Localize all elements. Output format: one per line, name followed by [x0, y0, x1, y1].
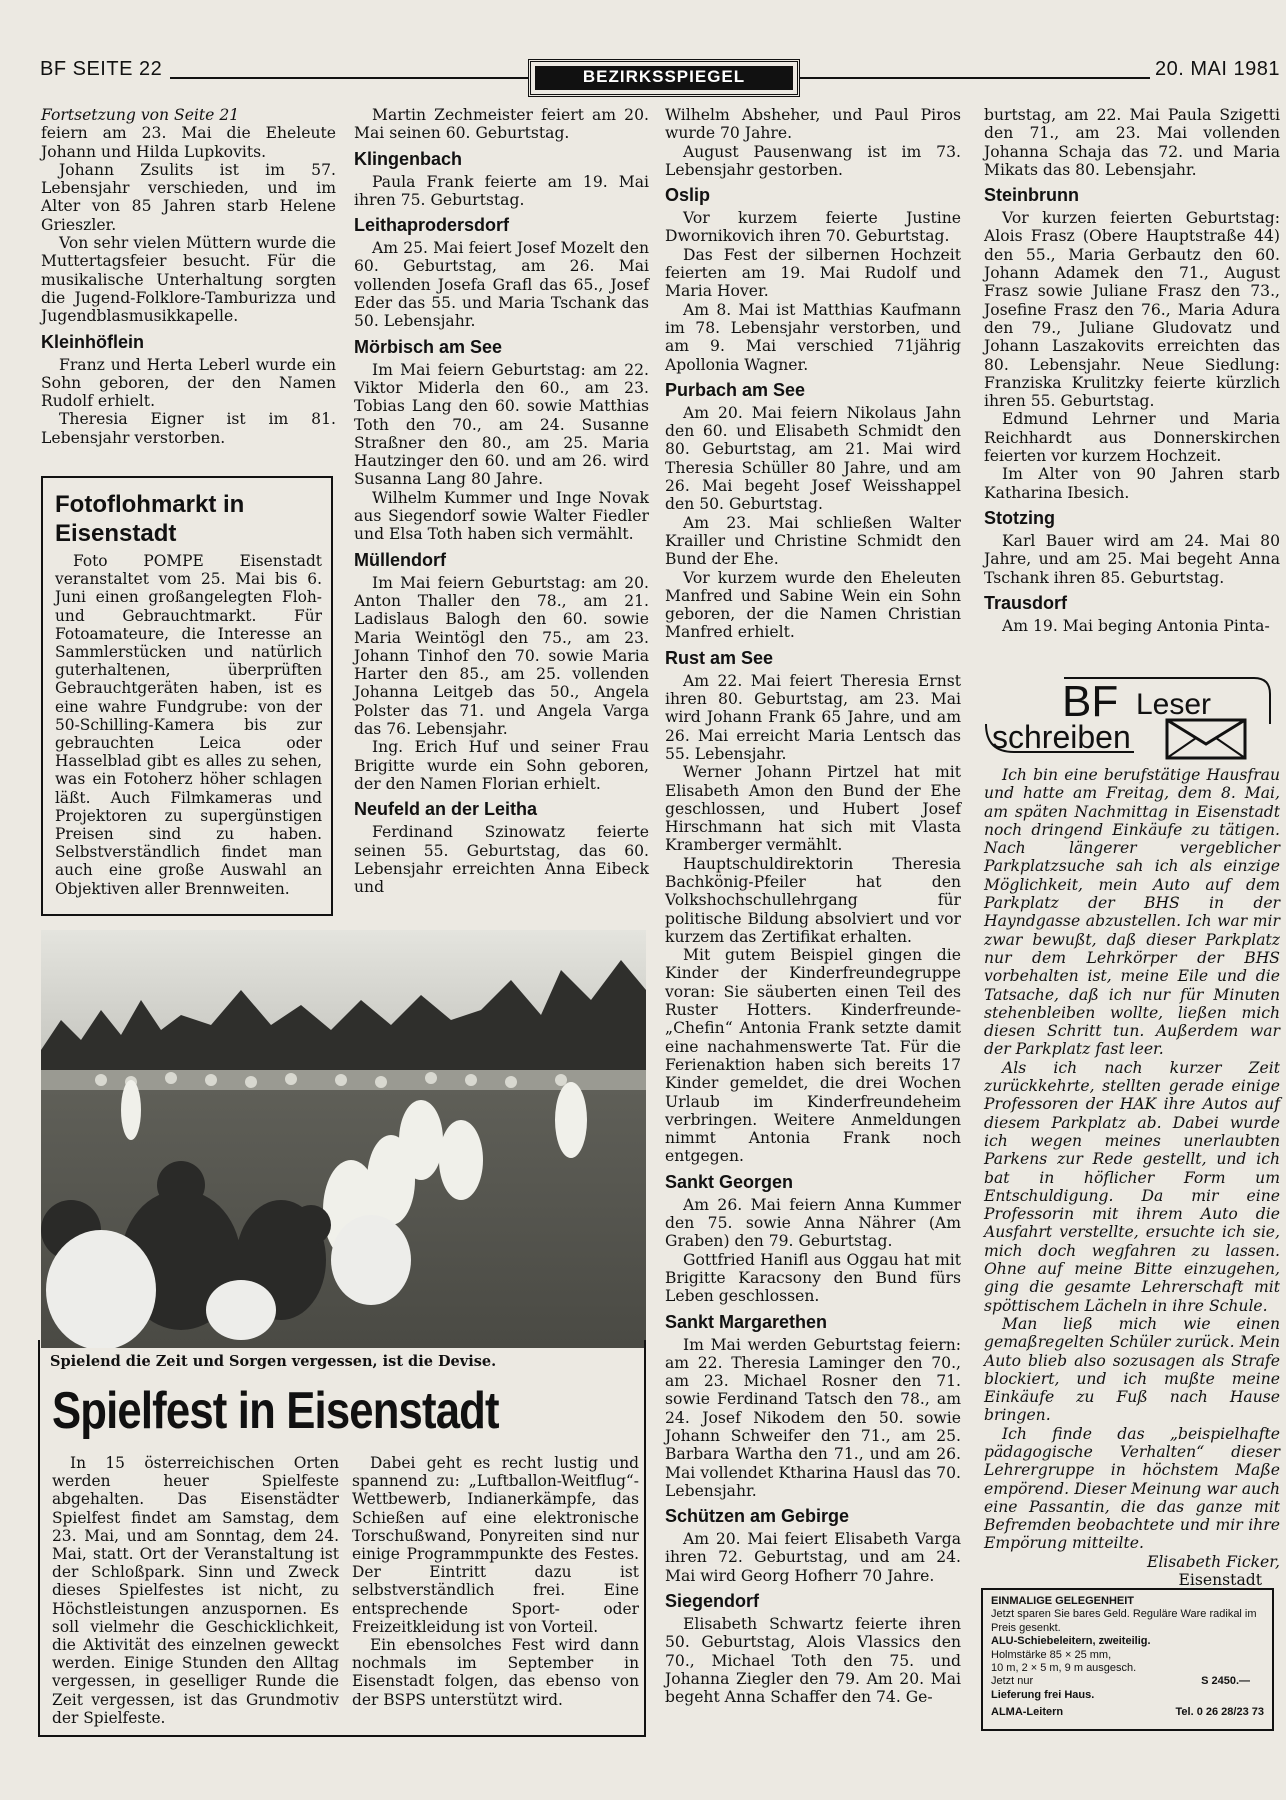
ad-title: EINMALIGE GELEGENHEIT	[991, 1595, 1135, 1607]
paragraph: Theresia Eigner ist im 81. Lebensjahr verstorben.	[41, 410, 336, 447]
paragraph: Mit gutem Beispiel gingen die Kinder der Kinderfreundegruppe voran: Sie säuberten einen Teil des Ruster Hotters. Kinderfreunde-„Chefin“ Antonia Frank setzte damit eine nachahmenswerte Tat. Für die Ferienaktion haben sich bereits 17 Kinder gemeldet, die drei Wochen Urlaub im Kinderfreundeheim verbringen. Weitere Anmeldungen nimmt Antonia Frank noch entgegen.	[665, 946, 961, 1166]
paragraph: Am 25. Mai feiert Josef Mozelt den 60. Geburtstag, am 26. Mai vollenden Josefa Grafl das 65., Josef Eder das 55. und Maria Tschank das 50. Lebensjahr.	[354, 239, 649, 331]
section-heading: Kleinhöflein	[41, 331, 144, 352]
paragraph: Am 19. Mai beging Antonia Pinta-	[1002, 616, 1270, 635]
section-heading: Purbach am See	[665, 379, 806, 400]
section-heading: Schützen am Gebirge	[665, 1506, 850, 1527]
reader-letter	[984, 766, 1280, 1589]
ad-line: Jetzt nur	[991, 1675, 1034, 1688]
paragraph: burtstag, am 22. Mai Paula Szigetti den 71., am 23. Mai vollenden Johanna Schaja das 72. und Maria Mikats das 80. Lebensjahr.	[984, 106, 1280, 179]
advertisement	[981, 1588, 1274, 1731]
paragraph: Wilhelm Absheher, und Paul Piros wurde 70 Jahre.	[665, 106, 961, 143]
paragraph: Im Mai werden Geburtstag feiern: am 22. Theresia Laminger den 70., am 23. Michael Rosner den 71. sowie Ferdinand Tatsch den 78., am 24. Josef Nikodem den 50. sowie Johann Schweifer den 71., am 25. Barbara Wartha den 71., und am 26. Mai vollendet Ktharina Hausl das 70. Lebensjahr.	[665, 1335, 961, 1500]
ad-phone: Tel. 0 26 28/23 73	[1175, 1706, 1264, 1719]
page-date: 20. MAI 1981	[1155, 58, 1280, 80]
paragraph: Am 22. Mai feiert Theresia Ernst ihren 80. Geburtstag, am 23. Mai wird Johann Frank 65 Jahre, und am 26. Mai erreicht Maria Lentsch das 55. Lebensjahr.	[665, 671, 961, 763]
continued-note: Fortsetzung von Seite 21	[41, 106, 240, 124]
paragraph: Franz und Herta Leberl wurde ein Sohn geboren, der den Namen Rudolf erhielt.	[41, 355, 336, 411]
paragraph: Hauptschuldirektorin Theresia Bachkönig-Pfeiler hat den Volkshochschullehrgang für politische Bildung absolviert und vor kurzem das Zertifikat erhalten.	[665, 854, 961, 946]
logo-bf: BF	[1062, 677, 1119, 726]
section-heading: Steinbrunn	[984, 185, 1079, 206]
paragraph: Das Fest der silbernen Hochzeit feierten am 19. Mai Rudolf und Maria Hover.	[665, 245, 961, 301]
column-1	[41, 106, 336, 447]
ad-line: Holmstärke 85 × 25 mm,	[991, 1648, 1112, 1661]
paragraph: Elisabeth Schwartz feierte ihren 50. Geburtstag, Alois Vlassics den 70., Michael Toth den 75. und Johanna Ziegler den 79. Am 20. Mai begeht Anna Schaffer den 74. Ge-	[665, 1615, 961, 1707]
section-heading: Müllendorf	[354, 549, 446, 570]
paragraph: Am 8. Mai ist Matthias Kaufmann im 78. Lebensjahr verstorben, und am 9. Mai verschied 71jährig Apollonia Wagner.	[665, 300, 961, 374]
paragraph: Im Mai feiern Geburtstag: am 20. Anton Thaller den 78., am 21. Ladislaus Balogh den 60. sowie Maria Weintögl den 75., am 23. Johann Tinhof den 70. sowie Maria Harter den 85., am 25. vollenden Johanna Leitgeb das 50., Angela Polster das 71. und Angela Varga das 76. Lebensjahr.	[354, 573, 649, 739]
page-number: BF SEITE 22	[40, 58, 163, 80]
ad-line: 10 m, 2 × 5 m, 9 m ausgesch.	[991, 1662, 1137, 1675]
header-rule-right	[800, 77, 1150, 79]
paragraph: Wilhelm Kummer und Inge Novak aus Siegendorf sowie Walter Fiedler und Elsa Toth haben sich vermählt.	[354, 488, 649, 544]
paragraph: Am 20. Mai feiert Elisabeth Varga ihren 72. Geburtstag, und am 24. Mai wird Georg Hofherr 70 Jahre.	[665, 1530, 961, 1585]
column-2	[354, 106, 649, 896]
ad-line: Jetzt sparen Sie bares Geld. Reguläre Ware radikal im Preis gesenkt.	[991, 1608, 1257, 1634]
section-title-box	[528, 59, 800, 97]
section-title: BEZIRKSSPIEGEL	[535, 66, 793, 90]
ad-price: S 2450.—	[1201, 1675, 1250, 1688]
ad-product: ALU-Schiebeleitern, zweiteilig.	[991, 1635, 1151, 1648]
section-heading: Neufeld an der Leitha	[354, 799, 538, 820]
paragraph: Im Alter von 90 Jahren starb Katharina Ibesich.	[984, 465, 1280, 502]
paragraph: Im Mai feiern Geburtstag: am 22. Viktor Miderla den 60., am 23. Tobias Lang den 60. sowie Matthias Toth den 70., am 24. Susanne Straßner den 80., am 25. Maria Hautzinger den 60. und am 26. wird Susanna Lang 80 Jahre.	[354, 360, 649, 489]
paragraph: Ing. Erich Huf und seiner Frau Brigitte wurde ein Sohn geboren, der den Namen Florian erhielt.	[354, 738, 649, 793]
section-heading: Mörbisch am See	[354, 336, 503, 357]
spielfest-left-column	[52, 1454, 339, 1727]
paragraph: Am 20. Mai feiern Nikolaus Jahn den 60. und Elisabeth Schmidt den 80. Geburtstag, am 21. Mai wird Theresia Schüller 80 Jahre, und am 26. Mai begeht Josef Weisshappel den 50. Geburtstag.	[665, 403, 961, 514]
paragraph: Ein ebensolches Fest wird dann nochmals im September in Eisenstadt folgen, das ebenso von der BSPS unterstützt wird.	[352, 1636, 639, 1709]
paragraph: Paula Frank feierte am 19. Mai ihren 75. Geburtstag.	[354, 172, 649, 209]
section-heading: Leithaprodersdorf	[354, 215, 510, 236]
section-heading: Sankt Margarethen	[665, 1311, 828, 1332]
paragraph: Am 26. Mai feiern Anna Kummer den 75. sowie Anna Nährer (Am Graben) den 79. Geburtstag.	[665, 1195, 961, 1251]
letter-signature-place: Eisenstadt	[1178, 1571, 1262, 1590]
paragraph: Edmund Lehrner und Maria Reichhardt aus Donnerskirchen feierten vor kurzem Hochzeit.	[984, 410, 1280, 466]
box-headline: Fotoflohmarkt in Eisenstadt	[55, 491, 245, 547]
fotoflohmarkt-box	[41, 476, 333, 916]
photo-illustration	[41, 930, 646, 1348]
paragraph: In 15 österreichischen Orten werden heuer Spielfeste abgehalten. Das Eisenstädter Spielfest findet am Samstag, dem 23. Mai, und am Sonntag, dem 24. Mai, statt. Ort der Veranstaltung ist der Schloßpark. Sinn und Zweck dieses Spielfestes ist nicht, zu Höchstleistungen anzuspornen. Es soll vielmehr die Geschicklichkeit, die Aktivität des einzelnen geweckt werden. Einige Stunden den Alltag vergessen, in geselliger Runde die Zeit vergessen, ist das Grundmotiv der Spielfeste.	[52, 1454, 339, 1727]
letter-paragraph: Ich bin eine berufstätige Hausfrau und hatte am Freitag, dem 8. Mai, am späten Nachmittag in Eisenstadt noch dringend Einkäufe zu tätigen. Nach längerer vergeblicher Parkplatzsuche sah ich als einzige Möglichkeit, mein Auto auf dem Parkplatz der BHS in der Hayndgasse abzustellen. Ich war mir zwar bewußt, daß dieser Parkplatz nur dem Lehrkörper der BHS vorbehalten ist, meine Eile und die Tatsache, daß ich nur für Minuten stehenbleiben wollte, ließen mich diesen Schritt tun. Außerdem war der Parkplatz fast leer.	[984, 766, 1280, 1059]
section-heading: Siegendorf	[665, 1591, 760, 1612]
paragraph: Johann Zsulits ist im 57. Lebensjahr verschieden, und im Alter von 85 Jahren starb Helene Grieszler.	[41, 160, 336, 234]
column-3	[665, 106, 961, 1707]
paragraph: Vor kurzem feierte Justine Dwornikovich ihren 70. Geburtstag.	[665, 209, 961, 246]
paragraph: Ferdinand Szinowatz feierte seinen 55. Geburtstag, das 60. Lebensjahr erreichten Anna Eibeck und	[354, 823, 649, 897]
section-heading: Sankt Georgen	[665, 1171, 794, 1192]
paragraph: Vor kurzen feierten Geburtstag: Alois Frasz (Obere Hauptstraße 44) den 55., Maria Gerbautz den 60. Johann Adamek den 71., August Frasz sowie Juliane Frasz den 73., Josefine Frasz den 76., Maria Adura den 79., Juliane Gludovatz und Johann Laszakovits erreichten das 80. Lebensjahr. Neue Siedlung: Franziska Krulitzky feierte kürzlich ihren 55. Geburtstag.	[984, 209, 1280, 411]
spielfest-headline: Spielfest in Eisenstadt	[52, 1382, 499, 1440]
section-heading: Oslip	[665, 185, 711, 206]
section-heading: Rust am See	[665, 647, 774, 668]
news-photo	[41, 930, 646, 1348]
leser-schreiben-logo	[984, 664, 1274, 762]
letter-paragraph: Ich finde das „beispielhafte pädagogische Verhalten“ dieser Lehrergruppe in höchstem Maße empörend. Dieser Meinung war auch eine Passantin, die das ganze mit Befremden beobachtete und mir ihre Empörung mitteilte.	[984, 1424, 1280, 1553]
paragraph: Martin Zechmeister feiert am 20. Mai seinen 60. Geburtstag.	[354, 106, 649, 143]
paragraph: Karl Bauer wird am 24. Mai 80 Jahre, und am 25. Mai begeht Anna Tschank ihren 85. Geburtstag.	[984, 531, 1280, 587]
spielfest-right-column	[352, 1454, 639, 1709]
section-heading: Klingenbach	[354, 148, 463, 169]
paragraph: August Pausenwang ist im 73. Lebensjahr gestorben.	[665, 142, 961, 179]
header-rule-left	[170, 77, 528, 79]
column-4	[984, 106, 1280, 635]
letter-paragraph: Man ließ mich wie einen gemaßregelten Schüler zurück. Mein Auto blieb also sozusagen als Strafe blockiert, und ich mußte meine Einkäufe zu Fuß nach Hause bringen.	[984, 1314, 1280, 1425]
box-text: Foto POMPE Eisenstadt veranstaltet vom 25. Mai bis 6. Juni einen großangelegten Floh- und Gebrauchtmarkt. Für Fotoamateure, die Interesse an Sammlerstücken und natürlich guterhaltenen, überprüften Gebrauchtgeräten haben, ist es eine wahre Fundgrube: von der 50-Schilling-Kamera bis zur gebrauchten Leica oder Hasselblad gibt es alles zu sehen, was ein Fotoherz höher schlagen läßt. Auch Filmkameras und Projektoren zu supergünstigen Preisen sind zu haben. Selbstverständlich findet man auch eine große Auswahl an Objektiven aller Brennweiten.	[55, 552, 322, 898]
ad-delivery: Lieferung frei Haus.	[991, 1688, 1095, 1701]
paragraph: Werner Johann Pirtzel hat mit Elisabeth Amon den Bund der Ehe geschlossen, und Hubert Josef Hirschmann hat sich mit Vlasta Kramberger vermählt.	[665, 763, 961, 855]
section-heading: Trausdorf	[984, 592, 1068, 613]
envelope-icon	[1167, 720, 1245, 758]
logo-schreiben: schreiben	[992, 719, 1131, 755]
paragraph: feiern am 23. Mai die Eheleute Johann und Hilda Lupkovits.	[41, 124, 336, 161]
paragraph: Vor kurzem wurde den Eheleuten Manfred und Sabine Wein ein Sohn geboren, der die Namen Christian Manfred erhielt.	[665, 568, 961, 642]
logo-leser: Leser	[1136, 688, 1212, 721]
paragraph: Am 23. Mai schließen Walter Krailler und Christine Schmidt den Bund der Ehe.	[665, 513, 961, 569]
letter-paragraph: Als ich nach kurzer Zeit zurückkehrte, stellten gerade einige Professoren der HAK ihre Autos auf diesem Parkplatz ab. Dabei wurde ich wegen meines unerlaubten Parkens zur Rede gestellt, und ich bat in höflicher Form um Entschuldigung. Da mir eine Professorin mit ihrem Auto die Ausfahrt verstellte, ersuchte ich sie, mich doch wegfahren zu lassen. Ohne auf meine Bitte einzugehen, ging die gesamte Lehrerschaft mit spöttischem Lächeln in ihre Schule.	[984, 1058, 1280, 1315]
paragraph: Gottfried Hanifl aus Oggau hat mit Brigitte Karacsony den Bund fürs Leben geschlossen.	[665, 1250, 961, 1306]
paragraph: Von sehr vielen Müttern wurde die Muttertagsfeier besucht. Für die musikalische Unterhaltung sorgten die Jugend-Folklore-Tamburizza und Jugendblasmusikkapelle.	[41, 234, 336, 326]
ad-brand: ALMA-Leitern	[991, 1706, 1064, 1719]
letter-signature-name: Elisabeth Ficker,	[1146, 1552, 1280, 1571]
paragraph: Dabei geht es recht lustig und spannend zu: „Luftballon-Weitflug“-Wettbewerb, Indianerkämpfe, das Schießen auf eine elektronische Torschußwand, Ponyreiten sind nur einige Programmpunkte des Festes. Der Eintritt dazu ist selbstverständlich frei. Eine entsprechende Sport- oder Freizeitkleidung ist von Vorteil.	[352, 1454, 639, 1636]
section-heading: Stotzing	[984, 507, 1055, 528]
photo-caption: Spielend die Zeit und Sorgen vergessen, ist die Devise.	[50, 1353, 497, 1370]
